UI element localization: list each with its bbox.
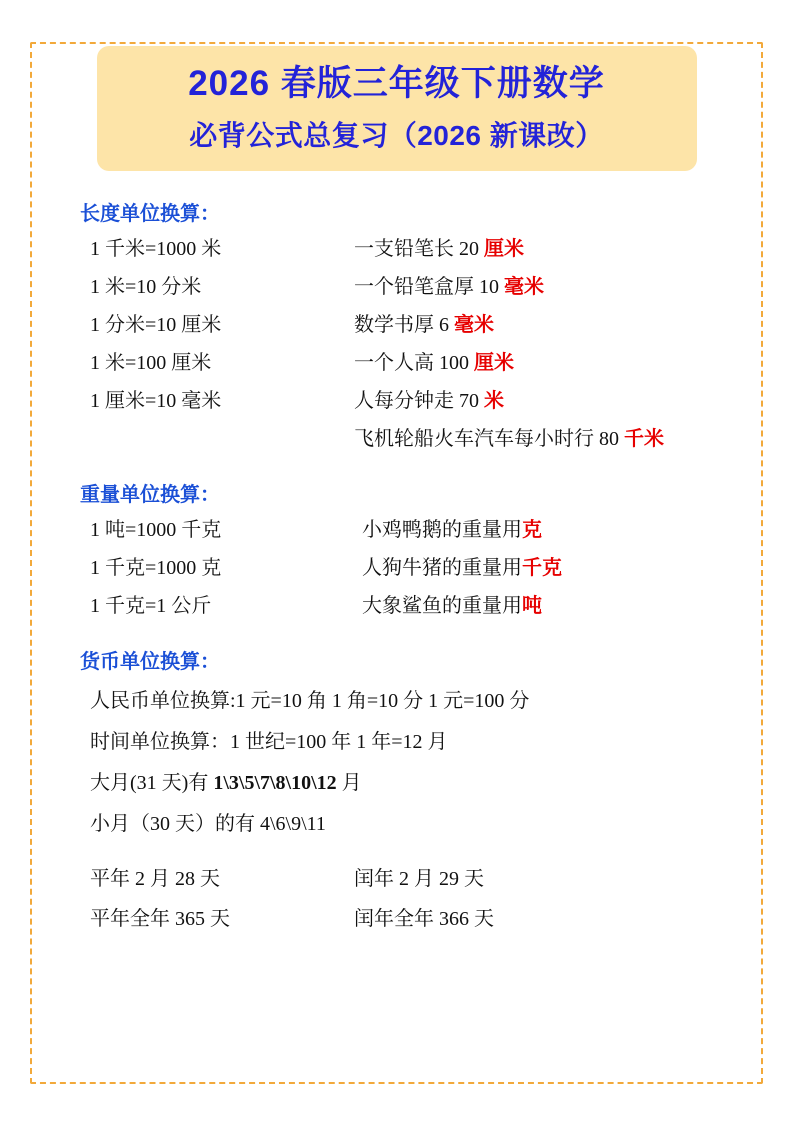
example-text bbox=[352, 593, 731, 619]
example-plain: 大象鲨鱼的重量用 bbox=[362, 594, 522, 617]
section-heading-currency: 货币单位换算： bbox=[80, 650, 220, 673]
leap-year-total: 闰年全年 366 天 bbox=[354, 907, 494, 930]
page-content bbox=[28, 46, 765, 932]
table-row bbox=[62, 906, 731, 932]
example-text bbox=[352, 236, 731, 262]
big-months-values: 1\3\5\7\8\10\12 bbox=[213, 771, 337, 794]
table-row bbox=[62, 593, 731, 619]
example-unit-highlight: 米 bbox=[484, 389, 504, 412]
example-text bbox=[352, 517, 731, 543]
example-unit-highlight: 厘米 bbox=[474, 351, 514, 374]
example-text bbox=[352, 426, 731, 452]
page-title-line2: 必背公式总复习（2026 新课改） bbox=[189, 119, 604, 151]
example-plain: 一个人高 100 bbox=[354, 351, 474, 374]
example-unit-highlight: 毫米 bbox=[454, 313, 494, 336]
example-plain: 人每分钟走 70 bbox=[354, 389, 484, 412]
example-unit-highlight: 吨 bbox=[522, 594, 542, 617]
section-length-units bbox=[62, 197, 731, 452]
conversion-text: 1 厘米=10 毫米 bbox=[90, 389, 222, 412]
table-row bbox=[62, 350, 731, 376]
common-year-total: 平年全年 365 天 bbox=[90, 907, 230, 930]
page-title-line1: 2026 春版三年级下册数学 bbox=[188, 64, 605, 103]
example-plain: 飞机轮船火车汽车每小时行 80 bbox=[354, 427, 624, 450]
table-row bbox=[62, 426, 731, 452]
time-conversion-line: 时间单位换算：1 世纪=100 年 1 年=12 月 bbox=[90, 730, 448, 753]
common-year-feb: 平年 2 月 28 天 bbox=[90, 867, 220, 890]
example-plain: 数学书厚 6 bbox=[354, 313, 454, 336]
section-weight-units bbox=[62, 478, 731, 619]
table-row bbox=[62, 274, 731, 300]
example-plain: 人狗牛猪的重量用 bbox=[362, 556, 522, 579]
small-months-line: 小月（30 天）的有 4\6\9\11 bbox=[90, 812, 326, 835]
table-row bbox=[62, 312, 731, 338]
section-year-days bbox=[62, 866, 731, 932]
example-unit-highlight: 厘米 bbox=[484, 237, 524, 260]
example-text bbox=[352, 388, 731, 414]
example-plain: 一支铅笔长 20 bbox=[354, 237, 484, 260]
example-text bbox=[352, 555, 731, 581]
example-plain: 小鸡鸭鹅的重量用 bbox=[362, 518, 522, 541]
example-text bbox=[352, 350, 731, 376]
conversion-text: 1 千克=1000 克 bbox=[90, 556, 222, 579]
example-unit-highlight: 毫米 bbox=[504, 275, 544, 298]
conversion-text: 1 千克=1 公斤 bbox=[90, 594, 212, 617]
currency-conversion-line: 人民币单位换算:1 元=10 角 1 角=10 分 1 元=100 分 bbox=[90, 689, 530, 712]
conversion-text: 1 米=10 分米 bbox=[90, 275, 202, 298]
table-row bbox=[62, 517, 731, 543]
example-text bbox=[352, 312, 731, 338]
example-unit-highlight: 克 bbox=[522, 518, 542, 541]
title-banner bbox=[97, 46, 697, 171]
example-unit-highlight: 千克 bbox=[522, 556, 562, 579]
leap-year-feb: 闰年 2 月 29 天 bbox=[354, 867, 484, 890]
big-months-line bbox=[62, 766, 731, 795]
table-row bbox=[62, 236, 731, 262]
section-heading-weight: 重量单位换算： bbox=[80, 483, 220, 506]
section-heading-length: 长度单位换算： bbox=[80, 202, 220, 225]
section-currency-time-units bbox=[62, 645, 731, 836]
conversion-text: 1 米=100 厘米 bbox=[90, 351, 212, 374]
example-plain: 一个铅笔盒厚 10 bbox=[354, 275, 504, 298]
conversion-text: 1 吨=1000 千克 bbox=[90, 518, 222, 541]
conversion-text: 1 分米=10 厘米 bbox=[90, 313, 222, 336]
table-row bbox=[62, 388, 731, 414]
big-months-prefix: 大月(31 天)有 bbox=[90, 771, 214, 794]
example-text bbox=[352, 274, 731, 300]
table-row bbox=[62, 555, 731, 581]
table-row bbox=[62, 866, 731, 892]
example-unit-highlight: 千米 bbox=[624, 427, 664, 450]
conversion-text: 1 千米=1000 米 bbox=[90, 237, 222, 260]
big-months-suffix: 月 bbox=[336, 771, 362, 794]
